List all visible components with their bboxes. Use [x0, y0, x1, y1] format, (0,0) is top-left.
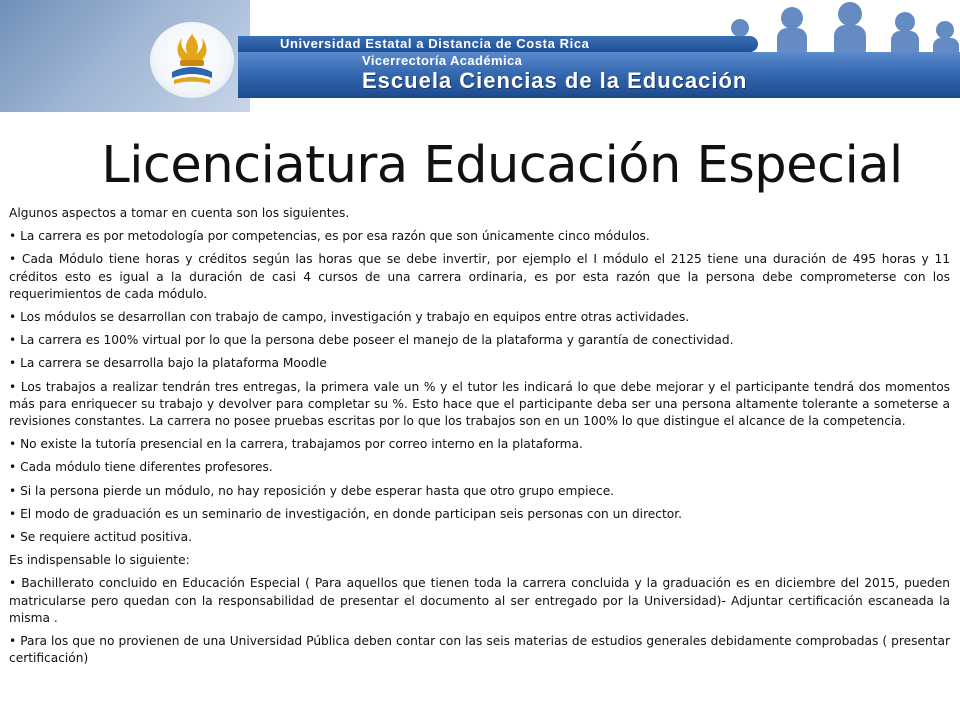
header-banner	[0, 0, 960, 112]
list-item: • No existe la tutoría presencial en la carrera, trabajamos por correo interno en la plataforma.	[9, 437, 583, 452]
list-item: • Cada Módulo tiene horas y créditos según las horas que se debe invertir, por ejemplo el I módulo el 2125 tiene una duración de 495 horas y 11 créditos esto es igual a la duración de casi 4 cursos de una carrera ordinaria, es por esta razón que la persona debe comprometerse con los requerimientos de cada módulo.	[9, 252, 950, 301]
university-bar	[238, 36, 758, 52]
list-item: • Para los que no provienen de una Universidad Pública deben contar con las seis materias de estudios generales debidamente comprobadas ( presentar certificación)	[9, 634, 950, 666]
list-item: • Bachillerato concluido en Educación Especial ( Para aquellos que tienen toda la carrera concluida y la graduación es en diciembre del 2015, pueden matricularse pero quedan con la responsabilidad de presentar el documento al ser entregado por la Universidad)- Adjuntar certificación escaneada la misma .	[9, 576, 950, 625]
logo-graphic	[160, 28, 224, 92]
list-item: • La carrera se desarrolla bajo la plataforma Moodle	[9, 356, 327, 371]
vice-rectory-label: Vicerrectoría Académica	[362, 53, 523, 68]
school-bar	[238, 52, 960, 98]
list-item: • La carrera es 100% virtual por lo que la persona debe poseer el manejo de la plataforma y garantía de conectividad.	[9, 333, 734, 348]
list-item: • Se requiere actitud positiva.	[9, 530, 192, 545]
uned-logo-icon	[150, 22, 234, 98]
page-title: Licenciatura Educación Especial	[101, 136, 903, 195]
school-name: Escuela Ciencias de la Educación	[362, 68, 748, 93]
university-name: Universidad Estatal a Distancia de Costa Rica	[280, 36, 590, 51]
intro-text: Algunos aspectos a tomar en cuenta son los siguientes.	[9, 206, 350, 220]
list-item: • Los trabajos a realizar tendrán tres entregas, la primera vale un % y el tutor les indicará lo que debe mejorar y el participante tendrá dos momentos más para enriquecer su trabajo y devolver para completar su %. Esto hace que el participante deba ser una persona altamente tolerante a someterse a revisiones constantes. La carrera no posee pruebas escritas por lo que los trabajos son en un 100% lo que distingue el alcance de la competencia.	[9, 379, 950, 429]
list-item: • Los módulos se desarrollan con trabajo de campo, investigación y trabajo en equipos entre otras actividades.	[9, 310, 690, 325]
list-item: • Cada módulo tiene diferentes profesores.	[9, 460, 273, 475]
content-body	[9, 205, 950, 673]
list-item: • Si la persona pierde un módulo, no hay reposición y debe esperar hasta que otro grupo empiece.	[9, 483, 615, 498]
requirements-intro: Es indispensable lo siguiente:	[9, 553, 190, 568]
list-item: • La carrera es por metodología por competencias, es por esa razón que son únicamente cinco módulos.	[9, 229, 650, 244]
list-item: • El modo de graduación es un seminario de investigación, en donde participan seis personas con un director.	[9, 506, 683, 521]
